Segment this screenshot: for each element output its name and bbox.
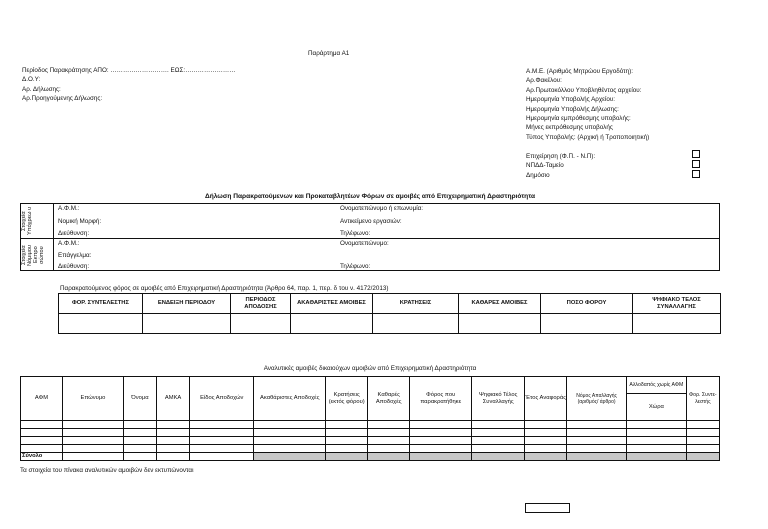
period-label: Περίοδος Παρακράτησης ΑΠΟ: ………………………. ΕΩΣ:…………………… — [22, 67, 236, 74]
detail-col-withheld-tax: Φόρος που παρακρατήθηκε — [410, 377, 472, 421]
detail-col-amka: ΑΜΚΑ — [157, 377, 190, 421]
table-row — [21, 437, 720, 445]
tax-col-period-indication: ΕΝΔΕΙΞΗ ΠΕΡΙΟΔΟΥ — [143, 294, 231, 314]
parties-divider — [20, 238, 720, 239]
tax-summary-table — [58, 293, 721, 334]
parties-block — [20, 203, 720, 271]
detail-col-gross: Ακαθάριστες Αποδοχές — [254, 377, 326, 421]
payer-side-label: Στοιχεία Υπόχρεω υ — [21, 206, 33, 236]
detail-col-rate: Φορ. Συντε- λεστής — [686, 377, 719, 421]
payer-name-label: Ονοματεπώνυμο ή επωνυμία: — [340, 205, 423, 212]
representative-side-label: Στοιχεία Νόμιμου Εκπρο σώπου — [21, 244, 45, 266]
tax-col-deductions: ΚΡΑΤΗΣΕΙΣ — [373, 294, 459, 314]
declaration-submission-date-label: Ημερομηνία Υποβολής Δήλωσης: — [526, 105, 619, 113]
payer-legal-form-label: Νομική Μορφή: — [58, 218, 102, 225]
parties-side-divider — [53, 203, 54, 271]
payer-phone-label: Τηλέφωνο: — [340, 230, 371, 237]
detail-section-title: Αναλυτικές αμοιβές δικαιούχων αμοιβών από Επιχειρηματική Δραστηριότητα — [263, 365, 477, 372]
tax-col-rate: ΦΟΡ. ΣΥΝΤΕΛΕΣΤΗΣ — [59, 294, 143, 314]
entity-business-label: Επιχείρηση (Φ.Π. - Ν.Π): — [526, 153, 596, 160]
payer-address-label: Διεύθυνση: — [58, 230, 90, 237]
table-row — [21, 429, 720, 437]
file-submission-date-label: Ημερομηνία Υποβολής Αρχείου: — [526, 96, 616, 104]
rep-name-label: Ονοματεπώνυμο: — [340, 240, 389, 247]
detail-col-reference-year: Έτος Αναφοράς — [525, 377, 567, 421]
detail-table — [20, 376, 720, 461]
detail-col-net: Καθαρές Αποδοχές — [368, 377, 410, 421]
doy-label: Δ.Ο.Υ: — [22, 76, 41, 84]
entity-public-checkbox[interactable] — [692, 170, 700, 178]
tax-col-gross: ΑΚΑΘΑΡΙΣΤΕΣ ΑΜΟΙΒΕΣ — [291, 294, 373, 314]
entity-public-label: Δημόσιο — [526, 171, 550, 179]
rep-profession-label: Επάγγελμα: — [58, 252, 92, 259]
payer-business-label: Αντικείμενο εργασιών: — [340, 218, 402, 225]
table-row — [21, 445, 720, 453]
detail-col-surname: Επώνυμο — [63, 377, 124, 421]
payer-afm-label: Α.Φ.Μ.: — [58, 205, 80, 212]
detail-col-digital-fee: Ψηφιακό Τέλος Συναλλαγής — [472, 377, 525, 421]
tax-section-title: Παρακρατούμενος φόρος σε αμοιβές από Επιχειρηματική Δραστηριότητα (Άρθρο 64, παρ. 1, περ. δ του ν. 4172/2013) — [60, 285, 389, 292]
header-right — [526, 67, 649, 142]
detail-col-name: Όνομα — [123, 377, 156, 421]
total-row — [21, 453, 720, 461]
signature-box[interactable] — [525, 503, 570, 513]
tax-col-digital-fee: ΨΗΦΙΑΚΟ ΤΕΛΟΣ ΣΥΝΑΛΛΑΓΗΣ — [633, 294, 721, 314]
ame-label: Α.Μ.Ε. (Αριθμός Μητρώου Εργοδότη): — [526, 68, 633, 75]
main-title: Δήλωση Παρακρατούμενων και Προκαταβλητέων Φόρων σε αμοιβές από Επιχειρηματική Δραστηριότητα — [204, 193, 536, 200]
detail-col-afm: ΑΦΜ — [21, 377, 63, 421]
detail-col-country: Χώρα — [626, 394, 686, 421]
total-label: Σύνολο — [21, 453, 63, 461]
table-row — [21, 421, 720, 429]
detail-col-exemption-law: Νόμος Απαλλαγής (αριθμός/ άρθρο) — [567, 377, 627, 421]
entity-types — [526, 152, 595, 180]
entity-npdd-checkbox[interactable] — [692, 160, 700, 168]
entity-business-checkbox[interactable] — [692, 150, 700, 158]
rep-address-label: Διεύθυνση: — [58, 263, 90, 270]
declaration-number-label: Αρ. Δήλωσης: — [22, 85, 61, 93]
rep-afm-label: Α.Φ.Μ.: — [58, 240, 80, 247]
timely-submission-date-label: Ημερομηνία εμπρόθεσμης υποβολής: — [526, 115, 631, 123]
footer-note: Τα στοιχεία του πίνακα αναλυτικών αμοιβών δεν εκτυπώνονται — [20, 467, 194, 474]
tax-header-row — [59, 294, 721, 314]
detail-col-foreign: Αλλοδαπός χωρίς ΑΦΜ — [626, 377, 686, 394]
protocol-number-label: Αρ.Πρωτοκόλλου Υποβληθέντος αρχείου: — [526, 86, 642, 94]
detail-header-row — [21, 377, 720, 394]
entity-npdd-label: ΝΠΔΔ-Ταμείο — [526, 162, 564, 170]
rep-phone-label: Τηλέφωνο: — [340, 263, 371, 270]
tax-data-row — [59, 314, 721, 334]
header-left — [22, 66, 235, 104]
late-months-label: Μήνες εκπρόθεσμης υποβολής — [526, 124, 613, 132]
tax-col-net: ΚΑΘΑΡΕΣ ΑΜΟΙΒΕΣ — [459, 294, 541, 314]
tax-col-tax-amount: ΠΟΣΟ ΦΟΡΟΥ — [541, 294, 633, 314]
previous-declaration-label: Αρ.Προηγούμενης Δήλωσης: — [22, 95, 103, 103]
detail-col-income-type: Είδος Αποδοχών — [190, 377, 254, 421]
submission-type-label: Τύπος Υποβολής: (Αρχική ή Τροποποιητική) — [526, 133, 650, 141]
annex-title: Παράρτημα Α1 — [308, 50, 350, 57]
detail-col-deductions: Κρατήσεις (εκτός φόρου) — [326, 377, 368, 421]
file-number-label: Αρ.Φακέλου: — [526, 77, 562, 85]
tax-col-payment-period: ΠΕΡΙΟΔΟΣ ΑΠΟΔΟΣΗΣ — [231, 294, 291, 314]
